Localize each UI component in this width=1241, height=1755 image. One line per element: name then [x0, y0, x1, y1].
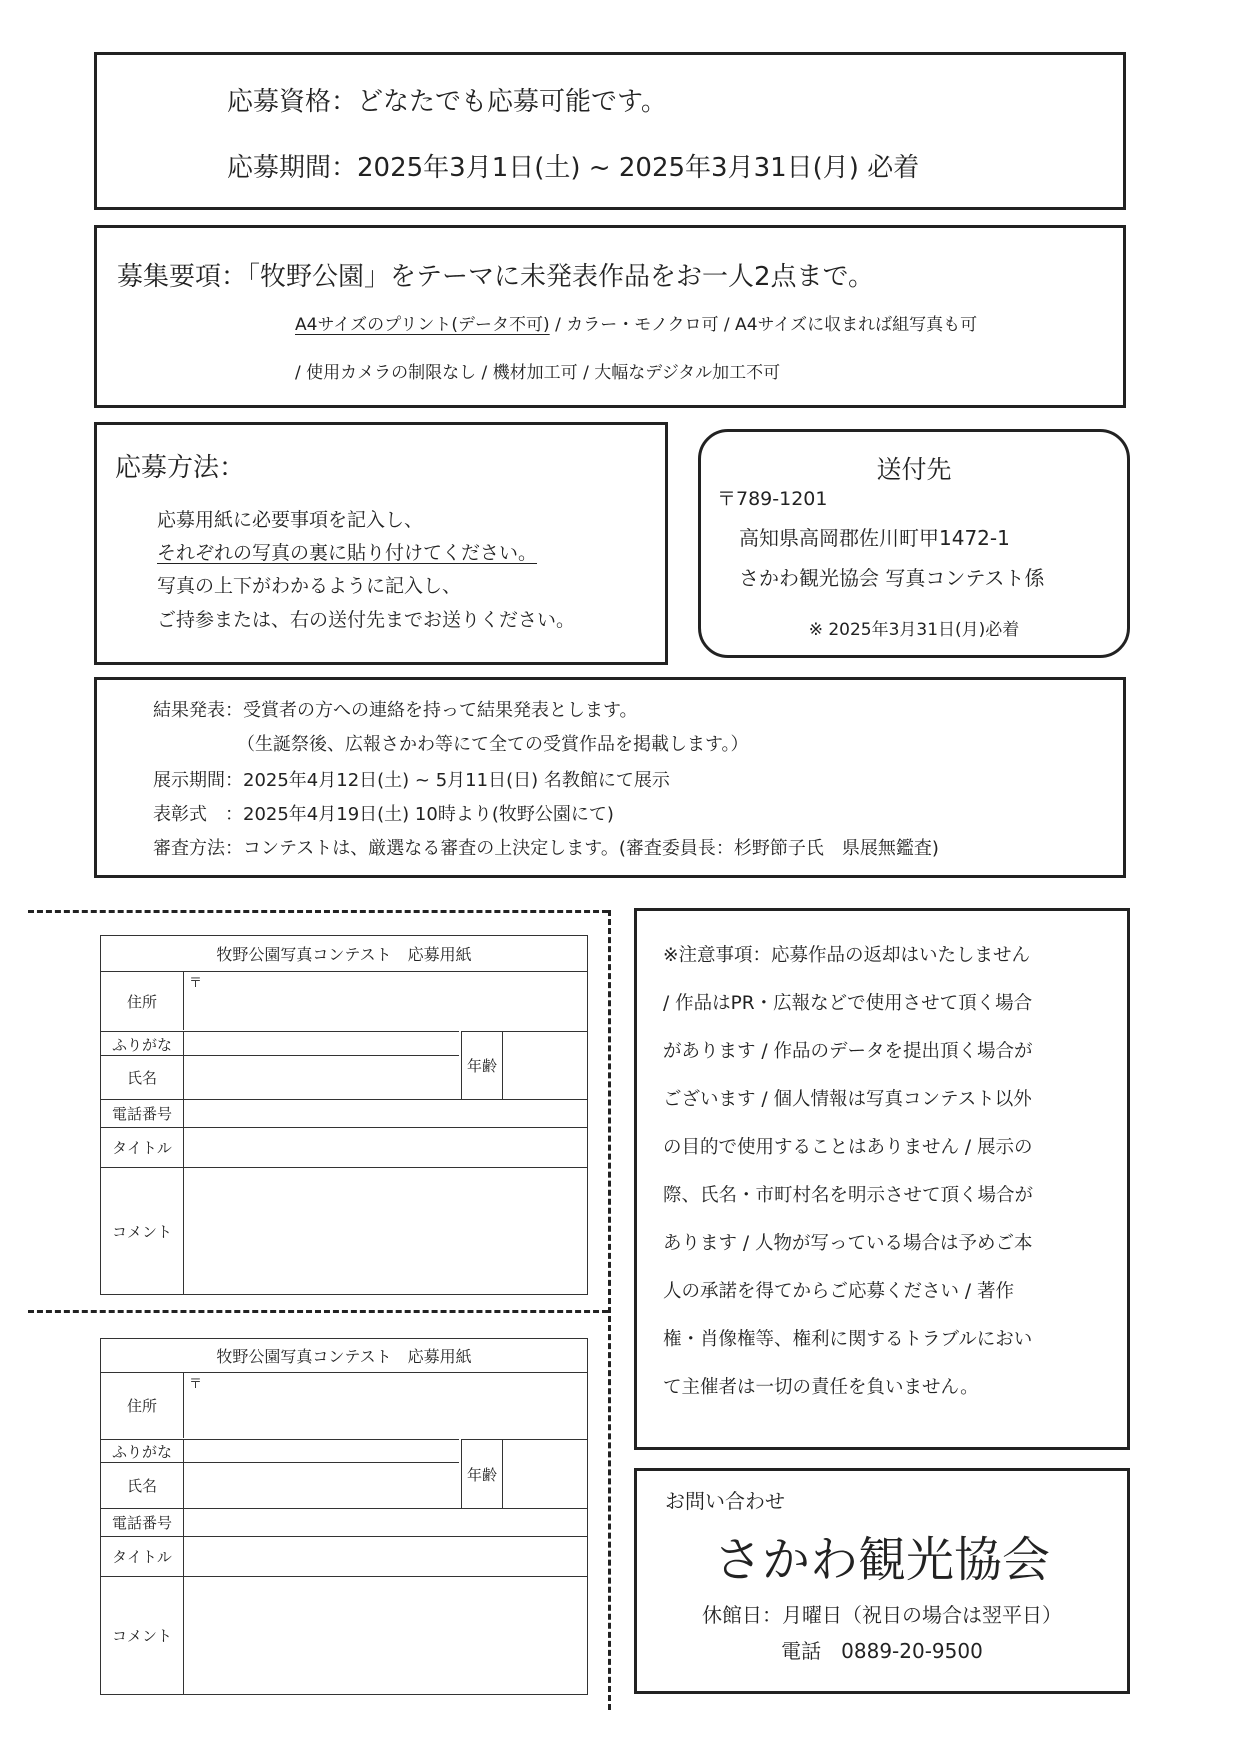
results-line-4: 表彰式 ：2025年4月19日(土) 10時より(牧野公園にて)	[153, 804, 614, 825]
notes-line: ※注意事項：応募作品の返却はいたしません	[663, 945, 1031, 966]
address-label: 住所	[101, 1373, 184, 1438]
requirements-line-2: / 使用カメラの制限なし / 機材加工可 / 大幅なデジタル加工不可	[295, 363, 781, 383]
notes-box	[634, 908, 1130, 1450]
comment-field[interactable]	[184, 1577, 587, 1694]
form-title: 牧野公園写真コンテスト 応募用紙	[216, 945, 472, 964]
notes-line: があります / 作品のデータを提出頂く場合が	[663, 1041, 1033, 1062]
name-row	[101, 1056, 459, 1099]
destination-deadline: ※ 2025年3月31日(月)必着	[808, 620, 1020, 640]
notes-line: の目的で使用することはありません / 展示の	[663, 1137, 1033, 1158]
postal-code: 〒789-1201	[717, 488, 828, 510]
method-line-3: 写真の上下がわかるように記入し、	[157, 575, 462, 597]
entry-form-2	[100, 1338, 588, 1695]
results-line-5: 審査方法：コンテストは、厳選なる審査の上決定します。(審査委員長：杉野節子氏 県展無鑑査)	[153, 838, 939, 859]
furigana-row	[101, 1439, 459, 1463]
results-line-1: 結果発表：受賞者の方への連絡を持って結果発表とします。	[153, 700, 638, 721]
cut-line-vertical	[608, 910, 611, 1710]
phone-label: 電話番号	[101, 1509, 184, 1536]
destination-heading: 送付先	[876, 455, 952, 484]
furigana-label: ふりがな	[101, 1032, 184, 1056]
form-title: 牧野公園写真コンテスト 応募用紙	[216, 1347, 472, 1366]
name-field[interactable]	[184, 1056, 459, 1099]
age-field[interactable]	[503, 1439, 587, 1509]
method-box	[94, 422, 668, 665]
zip-mark: 〒	[189, 1377, 203, 1392]
cut-line-middle	[28, 1310, 608, 1313]
title-row	[101, 1127, 587, 1167]
method-heading: 応募方法：	[115, 453, 246, 483]
title-field[interactable]	[184, 1128, 587, 1167]
age-field[interactable]	[503, 1031, 587, 1100]
notes-line: 際、氏名・市町村名を明示させて頂く場合が	[663, 1185, 1034, 1206]
age-label: 年齢	[461, 1031, 503, 1099]
entry-form-1	[100, 935, 588, 1295]
furigana-field[interactable]	[184, 1032, 459, 1056]
results-line-2: （生誕祭後、広報さかわ等にて全ての受賞作品を掲載します。）	[237, 734, 749, 755]
furigana-label: ふりがな	[101, 1440, 184, 1463]
period-text: 応募期間：2025年3月1日(土) ~ 2025年3月31日(月) 必着	[227, 153, 920, 183]
requirements-line-1	[295, 310, 977, 335]
destination-box	[698, 429, 1130, 658]
contact-label: お問い合わせ	[665, 1489, 785, 1513]
title-field[interactable]	[184, 1537, 587, 1576]
eligibility-box	[94, 52, 1126, 210]
comment-row	[101, 1576, 587, 1694]
contact-box	[634, 1468, 1130, 1694]
title-label: タイトル	[101, 1128, 184, 1167]
notes-line: 権・肖像権等、権利に関するトラブルにおい	[663, 1329, 1033, 1350]
requirements-box	[94, 225, 1126, 408]
phone-row	[101, 1508, 587, 1536]
notes-line: 人の承諾を得てからご応募ください / 著作	[663, 1281, 1014, 1302]
address-field[interactable]	[184, 1373, 587, 1438]
method-line-2: それぞれの写真の裏に貼り付けてください。	[157, 542, 538, 564]
notes-line: ございます / 個人情報は写真コンテスト以外	[663, 1089, 1032, 1110]
comment-row	[101, 1167, 587, 1294]
furigana-field[interactable]	[184, 1440, 459, 1463]
name-field[interactable]	[184, 1463, 459, 1508]
age-label: 年齢	[461, 1439, 503, 1508]
notes-line: あります / 人物が写っている場合は予めご本	[663, 1233, 1033, 1254]
comment-field[interactable]	[184, 1168, 587, 1294]
print-requirement: A4サイズのプリント(データ不可)	[295, 315, 550, 335]
qualification-text: 応募資格：どなたでも応募可能です。	[227, 87, 667, 117]
requirements-heading: 募集要項：「牧野公園」をテーマに未発表作品をお一人2点まで。	[117, 262, 875, 292]
requirements-line-1-rest: / カラー・モノクロ可 / A4サイズに収まれば組写真も可	[549, 315, 978, 335]
furigana-row	[101, 1031, 459, 1056]
contact-phone: 電話 0889-20-9500	[781, 1639, 983, 1663]
name-row	[101, 1463, 459, 1508]
address: 高知県高岡郡佐川町甲1472-1	[739, 526, 1010, 550]
address-label: 住所	[101, 972, 184, 1030]
comment-label: コメント	[101, 1168, 184, 1294]
name-label: 氏名	[101, 1463, 184, 1508]
cut-line-top	[28, 910, 608, 913]
results-box	[94, 677, 1126, 878]
zip-mark: 〒	[189, 976, 203, 991]
title-label: タイトル	[101, 1537, 184, 1576]
phone-label: 電話番号	[101, 1100, 184, 1127]
method-line-4: ご持参または、右の送付先までお送りください。	[157, 609, 576, 631]
notes-line: て主催者は一切の責任を負いません。	[663, 1377, 979, 1398]
phone-field[interactable]	[184, 1509, 587, 1536]
recipient: さかわ観光協会 写真コンテスト係	[739, 566, 1045, 590]
method-line-1: 応募用紙に必要事項を記入し、	[157, 509, 424, 531]
results-line-3: 展示期間：2025年4月12日(土) ~ 5月11日(日) 名教館にて展示	[153, 770, 670, 791]
phone-field[interactable]	[184, 1100, 587, 1127]
contact-organization: さかわ観光協会	[713, 1532, 1050, 1588]
notes-line: / 作品はPR・広報などで使用させて頂く場合	[663, 993, 1033, 1014]
address-row	[101, 1372, 587, 1439]
address-row	[101, 971, 587, 1031]
address-field[interactable]	[184, 972, 587, 1030]
name-label: 氏名	[101, 1056, 184, 1099]
phone-row	[101, 1099, 587, 1127]
comment-label: コメント	[101, 1577, 184, 1694]
title-row	[101, 1536, 587, 1576]
closed-days: 休館日：月曜日（祝日の場合は翌平日）	[702, 1603, 1062, 1627]
